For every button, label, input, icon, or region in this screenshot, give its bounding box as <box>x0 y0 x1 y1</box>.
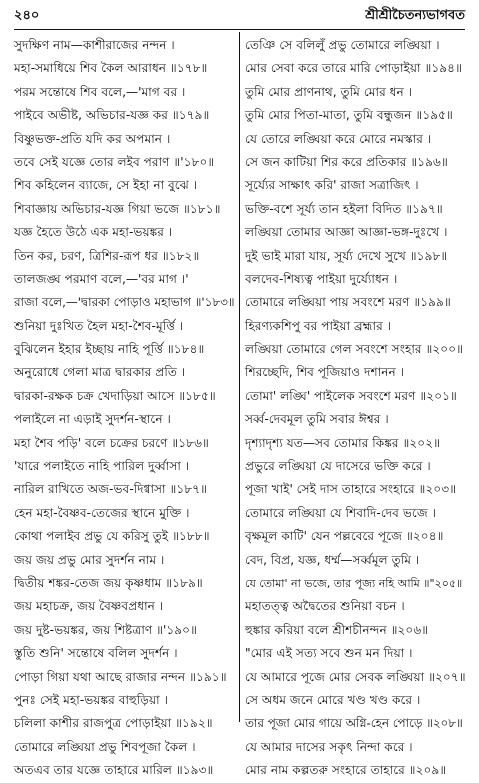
verse-line: বুঝিলেন ইহার ইচ্ছায় নাহি পূর্ত্তি ॥১৮৪॥ <box>14 342 205 357</box>
verse-line: যে আমার দাসের সকৃৎ নিন্দা করে । <box>245 739 413 754</box>
verse-line: যে তোরে লঙ্ঘিয়া করে মোরে নমস্কার । <box>245 131 432 146</box>
verse-line: শিবাজ্ঞায় অভিচার-যজ্ঞ গিয়া ভজে ॥১৮১॥ <box>14 201 221 216</box>
verse-line: বৃক্ষমূল কাটি' যেন পল্লবেরে পূজে ॥২০৪॥ <box>245 529 444 544</box>
verse-line: তুমি মোর প্রাণনাথ, তুমি মোর ধন । <box>245 84 412 99</box>
left-column <box>14 34 236 778</box>
verse-line: মহা-সমাধিয়ে শিব কৈল আরাধন ॥১৭৮॥ <box>14 61 208 76</box>
verse-line: লঙ্ঘিয়া তোমারে গেল সবংশে সংহার ॥২০০॥ <box>245 342 464 357</box>
verse-line: তেঞি সে বলিলুঁ প্রভু তোমারে লঙ্ঘিয়া । <box>245 38 440 52</box>
verse-line: পরম সন্তোষে শিব বলে,—'মাগ বর । <box>14 84 186 99</box>
verse-line: পূজা খাই' সেই দাস তাহারে সংহারে ॥২০৩॥ <box>245 482 457 497</box>
verse-line: মহা শৈব পড়ি' বলে চক্রের চরণে ॥১৮৬॥ <box>14 435 209 450</box>
verse-line: তিন কর, চরণ, ত্রিশির-রূপ ধর ॥১৮২॥ <box>14 248 200 263</box>
verse-line: নারিল রাখিতে অজ-ভব-দিগ্বাসা ॥১৮৭॥ <box>14 482 207 497</box>
verse-line: যজ্ঞ হৈতে উঠে এক মহা-ভয়ঙ্কর । <box>14 225 173 240</box>
verse-line: যে তোমা' না ভজে, তার পূজ্য নহি আমি ॥"২০৫॥ <box>245 576 463 590</box>
verse-line: মহাতত্ত্ব অদ্বৈতের শুনিয়া বচন । <box>245 599 405 614</box>
page-header <box>14 5 465 27</box>
verse-line: সর্ব্ব-দেবমূল তুমি সবার ঈশ্বর । <box>245 412 389 427</box>
verse-line: দৃশ্যাদৃশ্য যত—সব তোমার কিঙ্কর ॥২০২॥ <box>245 435 441 450</box>
verse-line: জয় মহাচক্র, জয় বৈষ্ণবপ্রধান । <box>14 599 164 614</box>
verse-line: পোড়া গিয়া যথা আছে রাজার নন্দন ॥১৯১॥ <box>14 669 227 684</box>
verse-line: শিরচ্ছেদি, শিব পূজিয়াও দশানন । <box>245 365 404 380</box>
verse-line: কোথা পলাইব প্রভু যে করিসু তুই ॥১৮৮॥ <box>14 529 210 544</box>
verse-line: পলাইলে না এড়াই সুদর্শন-স্থানে । <box>14 412 171 427</box>
verse-line: হুঙ্কার করিয়া বলে শ্রীশচীনন্দন ॥২০৬॥ <box>245 622 429 637</box>
verse-line: 'যারে পলাইতে নাহি পারিল দুর্ব্বাসা । <box>14 459 190 474</box>
verse-line: বেদ, বিপ্র, যজ্ঞ, ধর্ম্ম—সর্ব্বমূল তুমি । <box>245 552 420 567</box>
verse-line: বিষ্ণুভক্ত-প্রতি যদি কর অপমান । <box>14 131 171 146</box>
verse-line: দ্বারকা-রক্ষক চক্র খেদাড়িয়া আসে ॥১৮৫॥ <box>14 388 216 403</box>
verse-line: জয় দুষ্ট-ভয়ঙ্কর, জয় শিষ্টত্রাণ ॥'১৯০॥ <box>14 622 197 637</box>
verse-line: তার পূজা মোর গায়ে অগ্নি-হেন পোড়ে ॥২০৮॥ <box>245 716 463 731</box>
verse-line: রাজা বলে,—'দ্বারকা পোড়াও মহাভাগ ॥'১৮৩॥ <box>14 295 235 310</box>
verse-line: হিরণ্যকশিপু বর পাইয়া ব্রহ্মার । <box>245 318 392 333</box>
verse-line: দ্বিতীয় শঙ্কর-তেজ জয় কৃষ্ণধাম ॥১৮৯॥ <box>14 575 203 590</box>
verse-line: জয় জয় প্রভু মোর সুদর্শন নাম । <box>14 552 165 567</box>
verse-line: তালজঙ্ঘ পরমাণ বলে,—'বর মাগ ।' <box>14 271 189 286</box>
verse-line: সুদক্ষিণ নাম—কাশীরাজের নন্দন । <box>14 38 175 52</box>
verse-line: তোমারে লঙ্ঘিয়া প্রভু শিবপূজা কৈল । <box>14 739 196 754</box>
verse-line: অতএব তার যজ্ঞে তাহারে মারিল ॥১৯৩॥ <box>14 763 214 778</box>
verse-line: তোমারে লঙ্ঘিয়া যে শিবাদি-দেব ভজে । <box>245 505 436 520</box>
verse-line: দুই ভাই মারা যায়, সূর্য্য দেখে সুখে ॥১৯৮॥ <box>245 248 448 263</box>
page-number: ২৪০ <box>14 7 40 23</box>
verse-line: লঙ্ঘিয়া তোমার আজ্ঞা আজ্ঞা-ভঙ্গ-দুঃখে । <box>245 225 448 240</box>
verse-line: সে অধম জনে মোরে খণ্ড খণ্ড করে । <box>245 692 421 707</box>
verse-line: বলদেব-শিষ্যত্ব পাইয়া দুর্য্যোধন । <box>245 271 398 286</box>
verse-line: পুনঃ সেই মহা-ভয়ঙ্কর বাহুড়িয়া । <box>14 692 168 707</box>
verse-line: সূর্য্যের সাক্ষাৎ করি' রাজা সত্রাজিৎ । <box>245 178 419 193</box>
verse-line: শিব কহিলেন ব্যাজে, সে ইহা না বুঝে । <box>14 178 198 193</box>
verse-line: তোমারে লঙ্ঘিয়া পায় সবংশে মরণ ॥১৯৯॥ <box>245 295 451 310</box>
verse-line: সে জন কাটিয়া শির করে প্রতিকার ॥১৯৬॥ <box>245 154 448 169</box>
verse-line: ভক্তি-বশে সূর্য্য তান হইলা বিদিত ॥১৯৭॥ <box>245 201 443 216</box>
column-divider <box>239 32 240 722</box>
verse-line: শুনিয়া দুঃখিত হৈল মহা-শৈব-মূর্ত্তি । <box>14 318 184 333</box>
verse-line: হেন মহা-বৈষ্ণব-তেজের স্থানে মুক্তি । <box>14 505 190 520</box>
verse-line: প্রভুরে লঙ্ঘিয়া যে দাসেরে ভক্তি করে । <box>245 459 431 474</box>
verse-line: চলিলা কাশীর রাজপুত্র পোড়াইয়া ॥১৯২॥ <box>14 716 213 731</box>
verse-line: স্তুতি শুনি' সন্তোষে বলিল সুদর্শন । <box>14 646 178 661</box>
verse-line: পাইবে অভীষ্ট, অভিচার-যজ্ঞ কর ॥১৭৯॥ <box>14 108 210 123</box>
right-column <box>245 34 467 778</box>
verse-line: তুমি মোর পিতা-মাতা, তুমি বন্ধুজন ॥১৯৫॥ <box>245 108 453 123</box>
verse-line: "মোর এই সত্য সবে শুন মন দিয়া । <box>245 646 413 661</box>
verse-line: মোর নাম কল্পতরু সংহারে তাহারে ॥২০৯॥ <box>245 763 447 778</box>
verse-line: তবে সেই যজ্ঞে তোর লইব পরাণ ॥'১৮০॥ <box>14 154 215 169</box>
verse-line: অনুরোধে গেলা মাত্র দ্বারকার প্রতি । <box>14 365 186 380</box>
verse-line: যে আমারে পূজে মোর সেবক লঙ্ঘিয়া ॥২০৭॥ <box>245 669 466 684</box>
book-title: শ্রীশ্রীচৈতন্যভাগবত <box>365 7 465 23</box>
header-rule <box>14 29 465 30</box>
verse-line: মোর সেবা করে তারে মারি পোড়াইয়া ॥১৯৪॥ <box>245 61 462 76</box>
verse-line: তোমা' লঙ্ঘি' পাইলেক সবংশে মরণ ॥২০১॥ <box>245 388 457 403</box>
